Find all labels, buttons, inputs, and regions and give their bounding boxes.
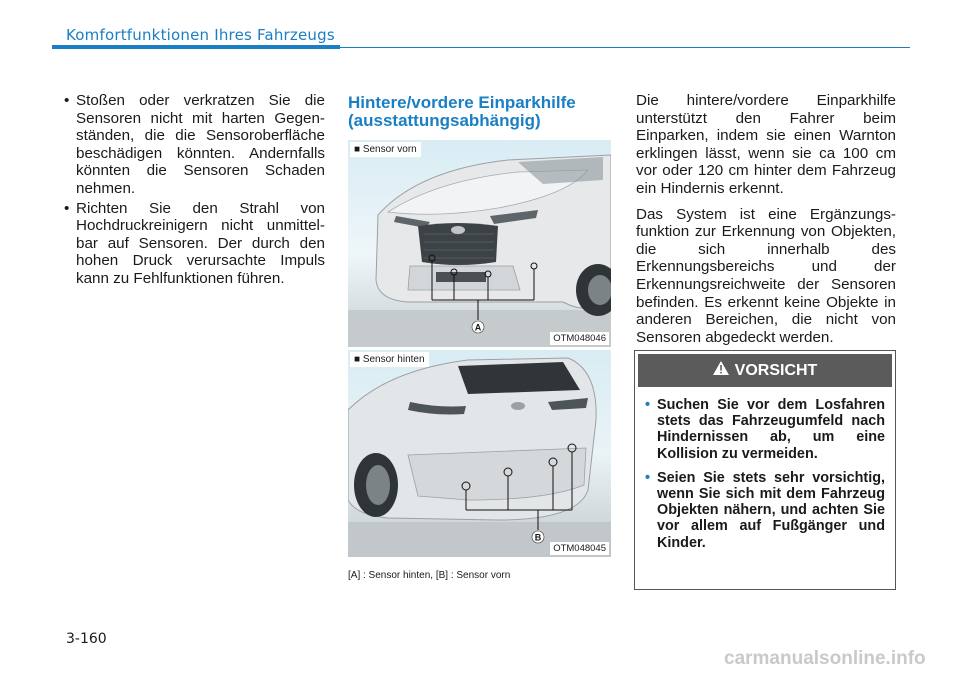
figure-marker: A — [474, 322, 482, 333]
figure-caption: [A] : Sensor hinten, [B] : Sensor vorn — [348, 570, 511, 581]
right-column — [636, 92, 896, 354]
caution-header — [638, 354, 892, 387]
caution-item: • Suchen Sie vor dem Losfahren stets das Fahrzeugumfeld nach Hindernissen ab, um eine Kollision zu vermeiden. — [645, 397, 885, 462]
caution-title: VORSICHT — [734, 361, 818, 379]
header-rule-thick — [52, 45, 340, 49]
figure-label: ■ Sensor hinten — [350, 352, 429, 367]
caution-item: • Seien Sie stets sehr vorsichtig, wenn Sie sich mit dem Fahrzeug Objekten nähern, und achten Sie vor allem auf Fußgänger und Kinder. — [645, 470, 885, 551]
figure-label: ■ Sensor vorn — [350, 142, 421, 157]
figure-rear-sensor — [348, 350, 611, 557]
figure-code: OTM048045 — [550, 542, 609, 555]
bullet-item: • Stoßen oder verkratzen Sie die Sensoren nicht mit harten Gegen-ständen, die die Sensoroberfläche beschädigen könnten. Andernfalls könnten die Sensoren Schaden nehmen. — [60, 92, 325, 198]
caution-box — [634, 350, 896, 590]
section-title: Hintere/vordere Einparkhilfe (ausstattungsabhängig) — [348, 93, 576, 130]
bullet-item: • Richten Sie den Strahl von Hochdruckreinigern nicht unmittel-bar auf Sensoren. Der durch den hohen Druck verursachte Impuls kann zu Fehlfunktionen führen. — [60, 200, 325, 288]
header-rule-thin — [340, 47, 910, 48]
figure-marker: B — [534, 532, 542, 543]
running-header: Komfortfunktionen Ihres Fahrzeugs — [66, 26, 335, 44]
page-number: 3-160 — [66, 631, 107, 647]
figure-front-sensor — [348, 140, 611, 347]
warning-icon — [713, 361, 729, 380]
figure-code: OTM048046 — [550, 332, 609, 345]
paragraph: Das System ist eine Ergänzungs-funktion zur Erkennung von Objekten, die sich innerhalb des Erkennungsbereichs und der Erkennungsreichweite der Sensoren befinden. Es erkennt keine Objekte in anderen Bereichen, die nicht von Sensoren abgedeckt werden. — [636, 205, 896, 346]
car-rear-illustration — [348, 350, 611, 557]
paragraph: Die hintere/vordere Einparkhilfe unterstützt den Fahrer beim Einparken, indem sie einen Warnton erklingen lässt, wenn sie ca 100 cm vor oder 120 cm hinter dem Fahrzeug ein Hindernis erkennt. — [636, 92, 896, 197]
car-front-illustration — [348, 140, 611, 347]
left-column — [60, 92, 325, 290]
watermark: carmanualsonline.info — [724, 648, 926, 669]
